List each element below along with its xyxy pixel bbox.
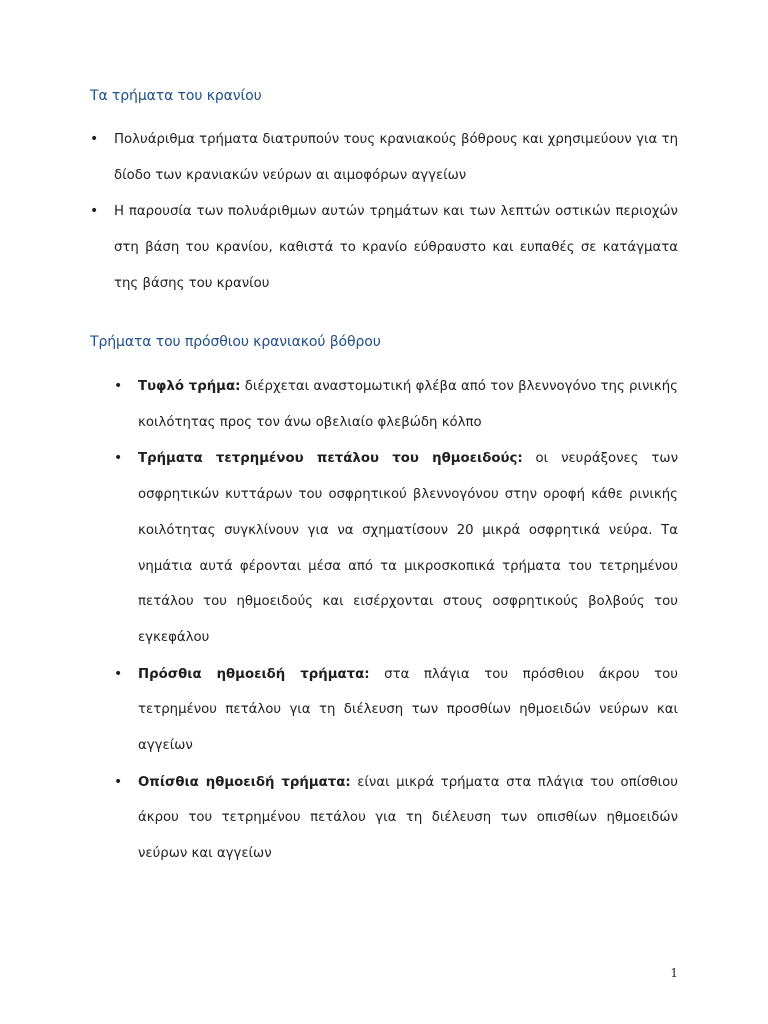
list-item: • Πολυάριθμα τρήματα διατρυπούν τους κρανιακούς βόθρους και χρησιμεύουν για τη δίοδο των κρανιακών νεύρων αι αιμοφόρων αγγείων bbox=[90, 122, 678, 193]
term-label: Τυφλό τρήμα: bbox=[138, 379, 241, 394]
list-item bbox=[114, 765, 678, 872]
term-label: Πρόσθια ηθμοειδή τρήματα: bbox=[138, 666, 370, 682]
list-item: • Η παρουσία των πολυάριθμων αυτών τρημάτων και των λεπτών οστικών περιοχών στη βάση του κρανίου, καθιστά το κρανίο εύθραυστο και ευπαθές σε κατάγματα της βάσης του κρανίου bbox=[90, 194, 678, 301]
term-description: στα πλάγια του πρόσθιου άκρου του τετρημένου πετάλου για τη διέλευση των προσθίων ηθμοειδών νεύρων και αγγείων bbox=[138, 666, 678, 754]
list-item bbox=[114, 657, 678, 764]
skull-foramina-bullet-list bbox=[90, 122, 678, 303]
term-label: Τρήματα τετρημένου πετάλου του ηθμοειδούς: bbox=[138, 451, 523, 467]
page-number: 1 bbox=[670, 966, 678, 980]
term-description: οι νευράξονες των οσφρητικών κυττάρων του οσφρητικού βλεννογόνου στην οροφή κάθε ρινικής κοιλότητας συγκλίνουν για να σχηματίσουν 20 μικρά οσφρητικά νεύρα. Τα νημάτια αυτά φέρονται μέσα από τα μικροσκοπικά τρήματα του τετρημένου πετάλου του ηθμοειδούς και εισέρχονται στους οσφρητικούς βολβούς του εγκεφάλου bbox=[138, 451, 678, 645]
term-label: Οπίσθια ηθμοειδή τρήματα: bbox=[138, 774, 351, 790]
term-description: διέρχεται αναστομωτική φλέβα από τον βλεννογόνο της ρινικής κοιλότητας προς τον άνω οβελιαίο φλεβώδη κόλπο bbox=[138, 379, 678, 430]
section-heading-anterior-cranial-fossa: Τρήματα του πρόσθιου κρανιακού βόθρου bbox=[90, 334, 381, 350]
anterior-fossa-foramina-list bbox=[114, 369, 678, 873]
list-item bbox=[114, 441, 678, 655]
term-description: είναι μικρά τρήματα στα πλάγια του οπίσθιου άκρου του τετρημένου πετάλου για τη διέλευση των οπισθίων ηθμοειδών νεύρων και αγγείων bbox=[138, 774, 679, 862]
list-item bbox=[114, 369, 678, 440]
section-heading-skull-foramina: Τα τρήματα του κρανίου bbox=[90, 88, 262, 104]
